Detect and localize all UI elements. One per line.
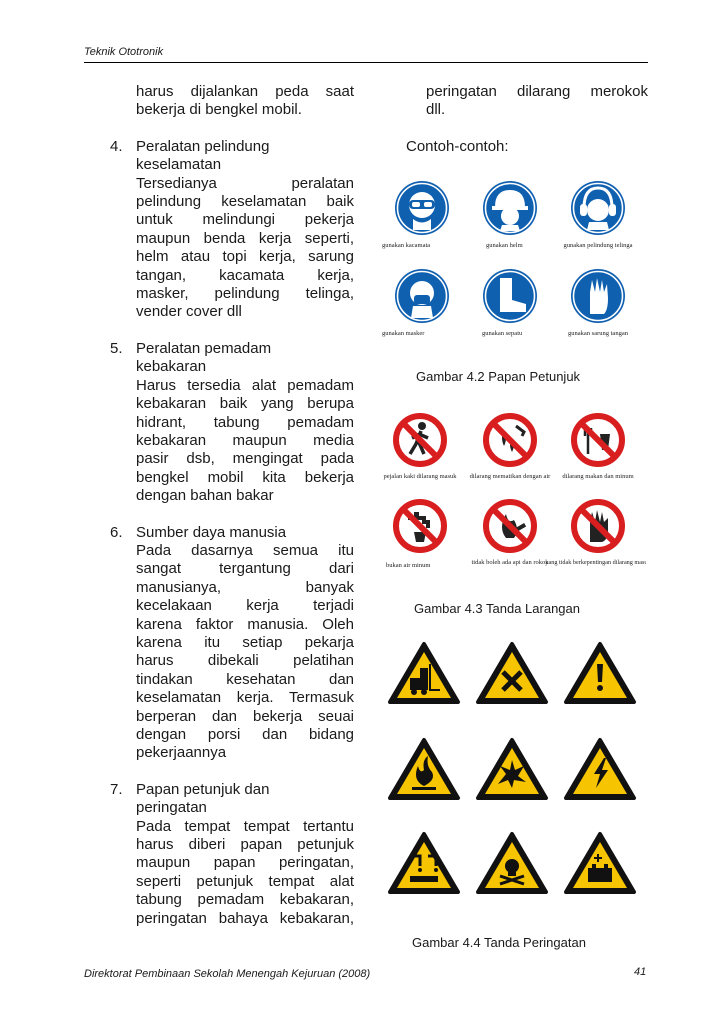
sign-label: bukan air minum: [386, 562, 431, 569]
list-item-7: 7. Papan petunjuk dan peringatan Pada tempat tempat tertantu harus diberi papan petunjuk maupun papan peringatan, seperti petunjuk tempat alat tabung pemadam kebakaran, peringatan bahaya kebakaran,: [110, 780, 354, 927]
forklift-warning-icon: [390, 644, 458, 702]
no-pedestrian-icon: [396, 416, 444, 464]
sign-label: gunakan kacamata: [382, 242, 431, 249]
not-drinking-water-icon: [396, 502, 444, 550]
figure-mandatory-signs: [378, 172, 642, 348]
figure-caption-4-3: Gambar 4.3 Tanda Larangan: [414, 601, 580, 616]
sign-label: pejalan kaki dilarang masuk: [383, 473, 457, 480]
sign-label: gunakan sepatu: [482, 330, 523, 337]
list-item-6: 6. Sumber daya manusia Pada dasarnya semua itu sangat tergantung dari manusianya, banyak kecelakaan kerja terjadi karena faktor manusia. Oleh karena itu setiap pekarja harus dibekali pelatihan tindakan kesehatan dan keselamatan kerja. Termasuk berperan dan bekerja seuai dengan porsi dan bidang pekerjaannya: [110, 523, 354, 762]
sign-label: dilarang mematikan dengan air: [469, 473, 551, 480]
no-water-extinguish-icon: [486, 416, 534, 464]
explosive-icon: [478, 740, 546, 798]
toxic-icon: [478, 834, 546, 892]
sign-label: gunakan helm: [486, 242, 523, 249]
corrosive-icon: [390, 834, 458, 892]
harmful-substance-icon: [478, 644, 546, 702]
no-unauthorized-entry-icon: [574, 502, 622, 550]
glove-icon: [571, 269, 625, 323]
right-column-continuation: peringatan dilarang merokok dll.: [426, 83, 648, 119]
sign-label: gunakan masker: [382, 330, 425, 337]
page-footer: Direktorat Pembinaan Sekolah Menengah Kejuruan (2008): [84, 968, 371, 980]
figure-caption-4-4: Gambar 4.4 Tanda Peringatan: [412, 935, 586, 950]
figure-caption-4-2: Gambar 4.2 Papan Petunjuk: [416, 369, 581, 384]
sign-label: yang tidak berkepentingan dilarang masuk: [545, 559, 646, 566]
goggles-icon: [395, 181, 449, 235]
list-item-5: 5. Peralatan pemadam kebakaran Harus tersedia alat pemadam kebakaran baik yang berupa hidrant, tabung pemadam kebakaran maupun media pasir dsb, mengingat pada bengkel mobil kita bekerja dengan bahan bakar: [110, 339, 354, 505]
sign-label: dilarang makan dan minum: [562, 473, 634, 480]
sign-label: tidak boleh ada api dan rokok: [471, 559, 549, 566]
electrical-hazard-icon: [566, 740, 634, 798]
figure-warning-signs: [380, 636, 644, 918]
left-column: [110, 83, 354, 928]
no-fire-smoking-icon: [486, 502, 534, 550]
figure-prohibition-signs: [376, 402, 646, 584]
mask-icon: [395, 269, 449, 323]
ear-protection-icon: [571, 181, 625, 235]
battery-hazard-icon: [566, 834, 634, 892]
helmet-icon: [483, 181, 537, 235]
flammable-icon: [390, 740, 458, 798]
intro-paragraph: harus dijalankan peda saat bekerja di bengkel mobil.: [136, 83, 354, 119]
page-header: Teknik Ototronik: [84, 46, 164, 58]
list-item-4: 4. Peralatan pelindung keselamatan Tersedianya peralatan pelindung keselamatan baik untuk melindungi pekerja maupun benda kerja seperti, helm atau topi kerja, sarung tangan, kacamata kerja, masker, pelindung telinga, vender cover dll: [110, 137, 354, 321]
sign-label: gunakan pelindung telinga: [563, 242, 633, 249]
general-warning-icon: [566, 644, 634, 702]
no-food-drink-icon: [574, 416, 622, 464]
sign-label: gunakan sarung tangan: [568, 330, 628, 337]
page-number: 41: [634, 966, 647, 978]
examples-heading: Contoh-contoh:: [406, 138, 509, 155]
safety-boot-icon: [483, 269, 537, 323]
header-rule: [84, 62, 648, 63]
